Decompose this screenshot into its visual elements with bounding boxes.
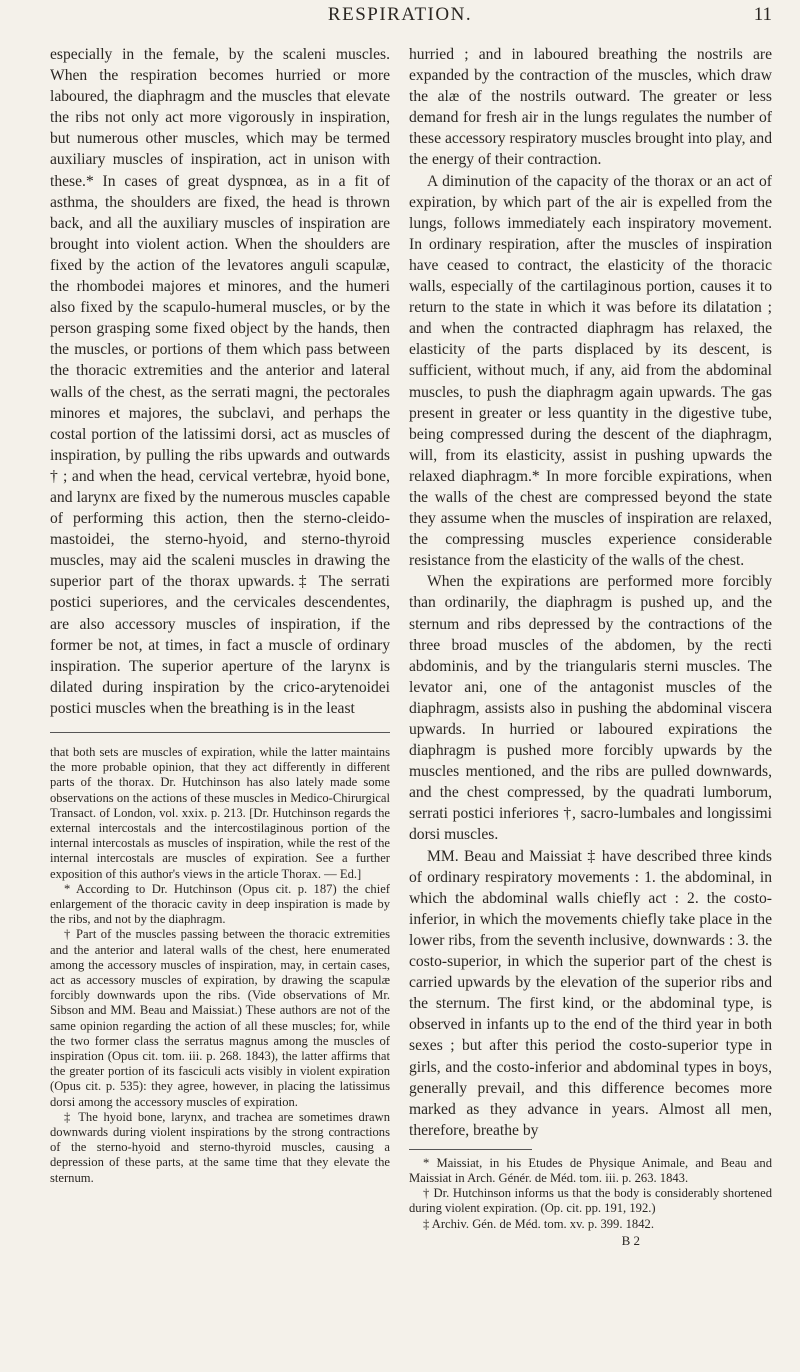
left-body-paragraph: especially in the female, by the scaleni muscles. When the respiration becomes hurried or more laboured, the diaphragm and the muscles that elevate the ribs not only act more vigorously in inspiration, but numerous other muscles, which may be termed auxiliary muscles of inspiration, act in unison with these.* In cases of great dyspnœa, as in a fit of asthma, the shoulders are fixed, the head is thrown back, and all the auxiliary muscles of inspiration are brought into violent action. When the shoulders are fixed by the action of the levatores anguli scapulæ, the rhombodei majores et minores, and the humeri also fixed by the scapulo-humeral muscles, or by the person grasping some fixed object by the hands, then the muscles, or portions of them which pass between the thoracic extremities and the anterior and lateral walls of the chest, as the serrati magni, the pectorales minores et majores, the subclavi, and perhaps the costal portion of the latissimi dorsi, act as muscles of inspiration, by pulling the ribs upwards and outwards † ; and when the head, cervical vertebræ, hyoid bone, and larynx are fixed by the numerous muscles capable of performing this action, then the sterno-cleido-mastoidei, the sterno-hyoid, and sterno-thyroid muscles, may aid the scaleni muscles in drawing the superior part of the thorax upwards.‡ The serrati postici superiores, and the cervicales descendentes, are also accessory muscles of inspiration, if the former be not, at times, in fact a muscle of ordinary inspiration. The superior aperture of the larynx is dilated during inspiration by the crico-arytenoidei postici muscles when the breathing is in the least: [50, 46, 390, 717]
page-number: 11: [753, 4, 772, 25]
footnote-double-dagger: ‡ Archiv. Gén. de Méd. tom. xv. p. 399. 1842.: [423, 1216, 654, 1231]
right-footnotes: [409, 1156, 772, 1248]
footnote-asterisk: * According to Dr. Hutchinson (Opus cit. p. 187) the chief enlargement of the thoracic cavity in deep inspiration is made by the ribs, and not by the diaphragm.: [50, 881, 390, 927]
footnote-continued: that both sets are muscles of expiration, while the latter maintains the more probable opinion, that they act differently in different parts of the thorax. Dr. Hutchinson has also lately made some observations on the actions of these muscles in Medico-Chirurgical Transact. of London, vol. xxix. p. 213. [Dr. Hutchinson regards the external intercostals and the intercostilaginous portion of the internal intercostals as muscles of inspiration, while the rest of the internal intercostals are muscles of expiration. See a further exposition of this author's views in the article Thorax. — Ed.]: [50, 745, 390, 881]
right-paragraph-4: MM. Beau and Maissiat ‡ have described three kinds of ordinary respiratory movements : 1. the abdominal, in which the abdominal walls chiefly act : 2. the costo-inferior, in which the movements chiefly take place in the lower ribs, from the seventh inclusive, downwards : 3. the costo-superior, in which the superior part of the chest is carried upwards by the elevation of the superior ribs and the sternum. The first kind, or the abdominal type, is observed in infants up to the end of the third year in both sexes ; but after this period the costo-superior type in girls, and the costo-inferior and abdominal types in boys, generally prevail, and this difference becomes more marked as they advance in years. Almost all men, therefore, breathe by: [409, 847, 772, 1139]
footnote-asterisk: * Maissiat, in his Etudes de Physique Animale, and Beau and Maissiat in Arch. Génér. de Méd. tom. iii. p. 263. 1843.: [409, 1155, 772, 1186]
footnote-dagger: † Part of the muscles passing between the thoracic extremities and the anterior and lateral walls of the chest, here enumerated among the accessory muscles of inspiration, may, in certain cases, act as accessory muscles of expiration, by drawing the scapulæ forcibly downwards upon the ribs. (Vide observations of Mr. Sibson and MM. Beau and Maissiat.) These authors are not of the same opinion regarding the action of all these muscles; for, while the two former class the serratus magnus among the muscles of inspiration (Opus cit. tom. iii. p. 268. 1843), the latter affirms that the greater portion of its fasciculi acts visibly in violent expiration (Opus cit. p. 535): they agree, however, in placing the latissimus dorsi among the accessory muscles of expiration.: [50, 927, 390, 1109]
page-header: [0, 4, 800, 32]
footnote-divider: [409, 1149, 532, 1150]
right-column: [409, 44, 772, 1248]
footnote-double-dagger: ‡ The hyoid bone, larynx, and trachea are sometimes drawn downwards during violent inspirations by the strong contractions of the sterno-hyoid and sterno-thyroid muscles, causing a depression of these parts, at the same time that they elevate the sternum.: [50, 1109, 390, 1185]
footnote-divider: [50, 732, 390, 733]
running-head: RESPIRATION.: [327, 4, 473, 25]
right-paragraph-1: hurried ; and in laboured breathing the nostrils are expanded by the contraction of the muscles, which draw the alæ of the nostrils outward. The greater or less demand for fresh air in the lungs regulates the number of these accessory respiratory muscles brought into play, and the energy of their contraction.: [409, 46, 772, 169]
left-footnotes: [50, 745, 390, 1186]
left-column: [50, 44, 390, 1186]
right-paragraph-2: A diminution of the capacity of the thorax or an act of expiration, by which part of the air is expelled from the lungs, follows immediately each inspiratory movement. In ordinary respiration, after the muscles of inspiration have ceased to contract, the elasticity of the thoracic walls, especially of the cartilaginous portion, causes it to return to the state in which it was before its dilatation ; and when the contracted diaphragm has relaxed, the elasticity of the parts displaced by its descent, is sufficient, without much, if any, aid from the abdominal muscles, to push the diaphragm again upwards. The gas present in greater or less quantity in the digestive tube, being compressed during the descent of the diaphragm, will, from its elasticity, assist in pushing upwards the relaxed diaphragm.* In more forcible expirations, when the walls of the chest are compressed beyond the state they assume when the muscles of inspiration are relaxed, the compressing muscles experience considerable resistance from the elasticity of the walls of the chest.: [409, 172, 772, 570]
signature-mark: B 2: [621, 1232, 640, 1248]
footnote-dagger: † Dr. Hutchinson informs us that the body is considerably shortened during violent expiration. (Op. cit. pp. 191, 192.): [409, 1186, 772, 1216]
right-paragraph-3: When the expirations are performed more forcibly than ordinarily, the diaphragm is pushed up, and the sternum and ribs depressed by the contractions of the three broad muscles of the abdomen, by the recti abdominis, and by the triangularis sterni muscles. The levator ani, one of the antagonist muscles of the diaphragm, assists also in pushing the abdominal viscera upwards. In hurried or laboured expirations the diaphragm is pushed more forcibly upwards by the muscles mentioned, and the ribs are pulled downwards, and the chest compressed, by the quadrati lumborum, serrati postici inferiores †, sacro-lumbales and longissimi dorsi muscles.: [409, 573, 772, 844]
